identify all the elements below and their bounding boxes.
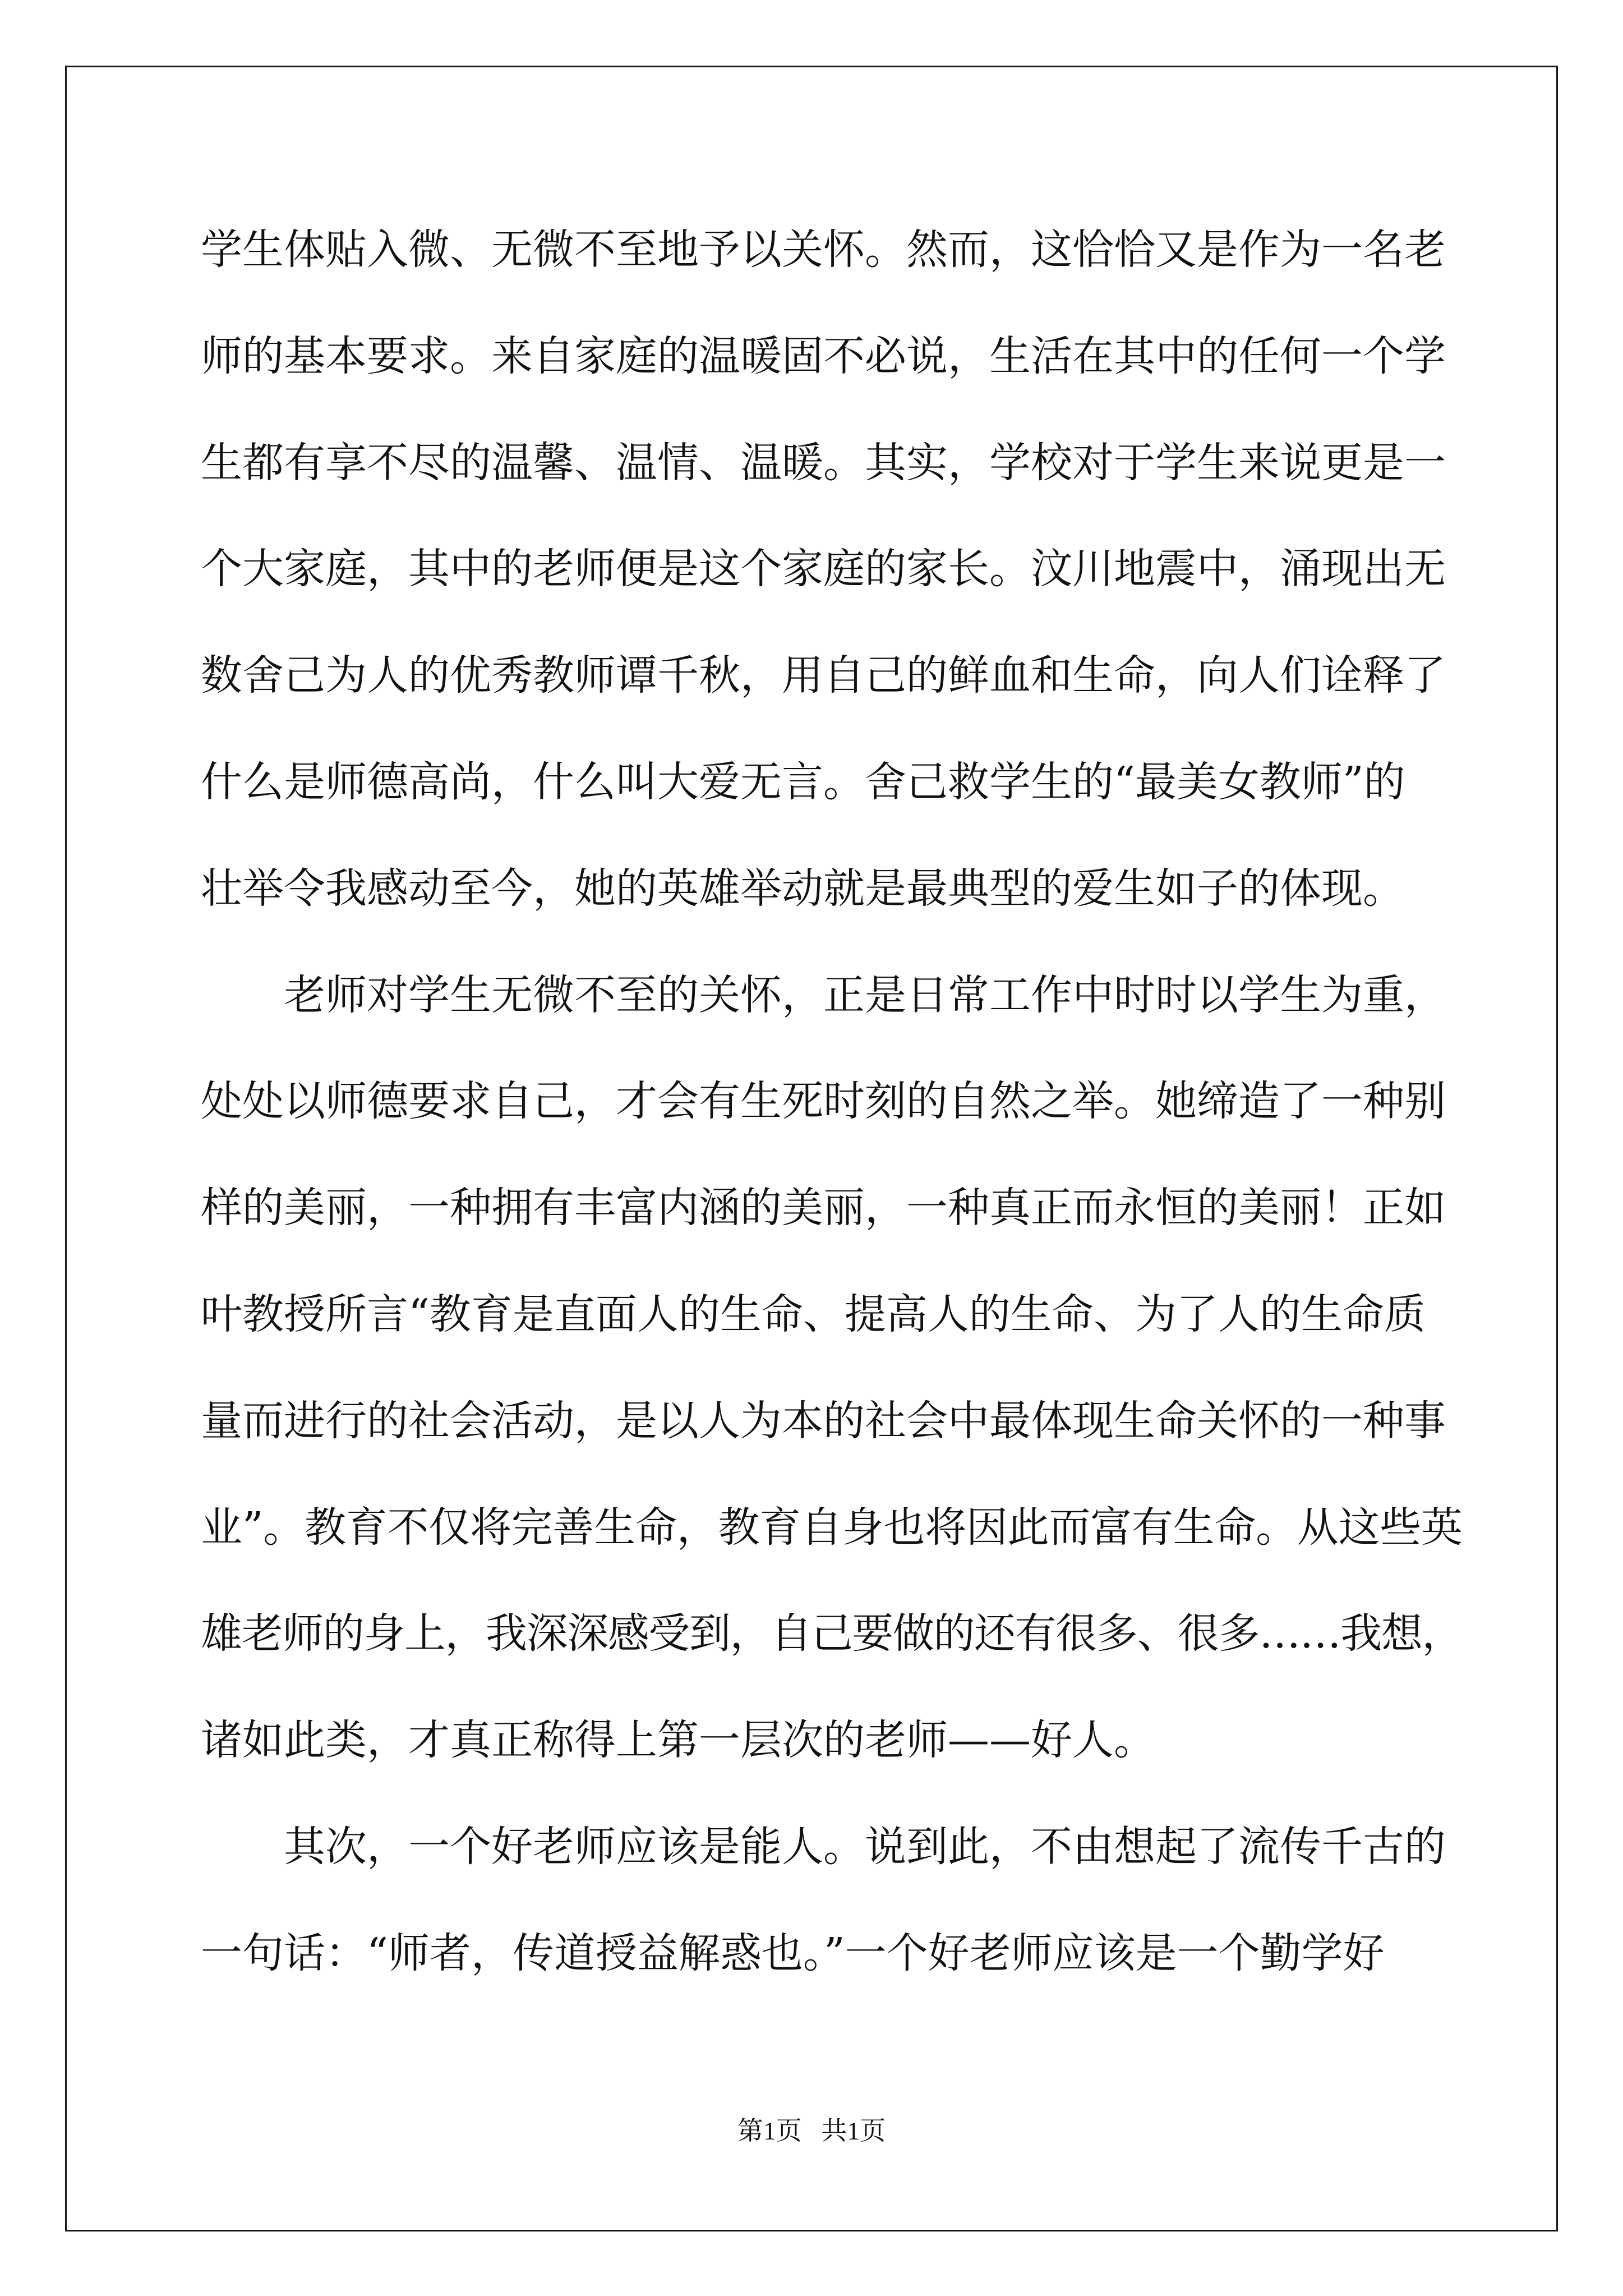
text-line: 个大家庭，其中的老师便是这个家庭的家长。汶川地震中，涌现出无: [201, 545, 1446, 593]
text-line: 叶教授所言“教育是直面人的生命、提高人的生命、为了人的生命质: [201, 1290, 1426, 1338]
text-line: 业”。教育不仅将完善生命，教育自身也将因此而富有生命。从这些英: [201, 1503, 1463, 1552]
text-line: 处处以师德要求自己，才会有生死时刻的自然之举。她缔造了一种别: [201, 1077, 1446, 1126]
text-line: 老师对学生无微不至的关怀，正是日常工作中时时以学生为重，: [284, 970, 1446, 1019]
text-line: 量而进行的社会活动，是以人为本的社会中最体现生命关怀的一种事: [201, 1396, 1446, 1445]
text-line: 师的基本要求。来自家庭的温暖固不必说，生活在其中的任何一个学: [201, 332, 1446, 380]
text-line: 一句话：“师者，传道授益解惑也。”一个好老师应该是一个勤学好: [201, 1929, 1385, 1977]
document-body: [201, 213, 1463, 2023]
text-line: 生都有享不尽的温馨、温情、温暖。其实，学校对于学生来说更是一: [201, 438, 1446, 487]
text-line: 诸如此类，才真正称得上第一层次的老师——好人。: [201, 1716, 1155, 1765]
text-line: 学生体贴入微、无微不至地予以关怀。然而，这恰恰又是作为一名老: [201, 226, 1446, 274]
text-line: 什么是师德高尚，什么叫大爱无言。舍己救学生的“最美女教师”的: [201, 757, 1405, 806]
text-line: 样的美丽，一种拥有丰富内涵的美丽，一种真正而永恒的美丽！正如: [201, 1184, 1446, 1232]
text-line: 雄老师的身上，我深深感受到，自己要做的还有很多、很多……我想，: [201, 1609, 1463, 1658]
text-line: 数舍己为人的优秀教师谭千秋，用自己的鲜血和生命，向人们诠释了: [201, 651, 1446, 700]
page-number-footer: 第1页 共1页: [737, 2116, 886, 2145]
text-line: 壮举令我感动至今，她的英雄举动就是最典型的爱生如子的体现。: [201, 864, 1404, 913]
text-line: 其次，一个好老师应该是能人。说到此，不由想起了流传千古的: [284, 1822, 1446, 1871]
